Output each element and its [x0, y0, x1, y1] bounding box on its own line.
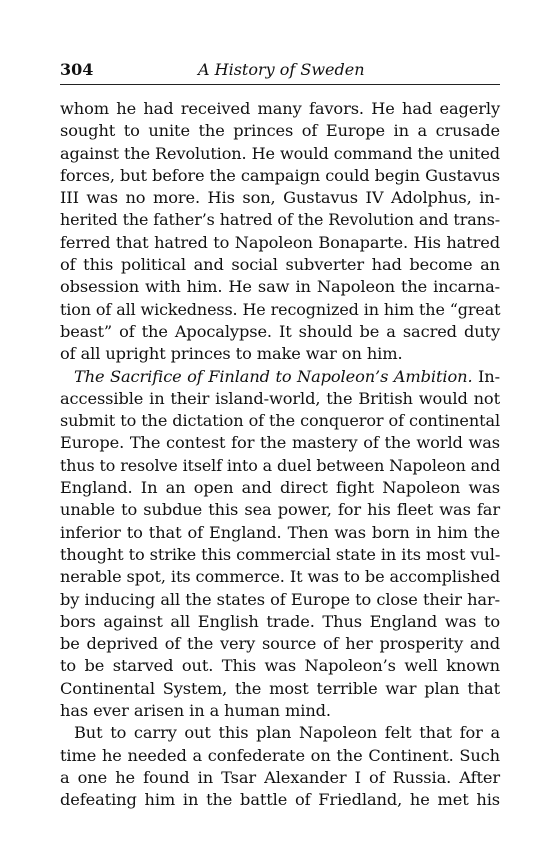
text-line: forces, but before the campaign could begin Gustavus: [60, 165, 500, 185]
text-line: of this political and social subverter had become an: [60, 255, 500, 275]
text-line: whom he had received many favors. He had eagerly: [60, 99, 500, 118]
text-line: has ever arisen in a human mind.: [60, 701, 331, 721]
text-line: submit to the dictation of the conqueror of continental: [60, 411, 500, 431]
text-line: be deprived of the very source of her prosperity and: [60, 634, 500, 654]
text-line: Europe. The contest for the mastery of the world was: [60, 433, 500, 453]
text-line: of all upright princes to make war on him.: [60, 344, 403, 364]
text-line: inferior to that of England. Then was born in him the: [60, 522, 500, 542]
text-line: by inducing all the states of Europe to close their har-: [60, 589, 500, 609]
text-line: time he needed a confederate on the Continent. Such: [60, 745, 500, 765]
text-line: thought to strike this commercial state in its most vul-: [60, 544, 501, 564]
body-text: [60, 98, 500, 812]
text-line: against the Revolution. He would command the united: [60, 143, 500, 163]
text-line: thus to resolve itself into a duel between Napoleon and: [60, 455, 501, 475]
page-header: [60, 58, 500, 85]
text-line: III was no more. His son, Gustavus IV Adolphus, in-: [60, 188, 500, 208]
text-line: herited the father’s hatred of the Revolution and trans-: [60, 210, 501, 230]
text-line: to be starved out. This was Napoleon’s well known: [60, 656, 500, 676]
section-heading: The Sacrifice of Finland to Napoleon’s Ambition.: [74, 366, 473, 386]
text-line: tion of all wickedness. He recognized in him the “great: [60, 299, 501, 319]
page-number: 304: [60, 60, 94, 79]
text-line: defeating him in the battle of Friedland, he met his: [60, 790, 500, 810]
text-line: beast” of the Apocalypse. It should be a sacred duty: [60, 321, 500, 341]
text-line: [60, 366, 500, 388]
text-line: sought to unite the princes of Europe in a crusade: [60, 121, 500, 141]
text-line: unable to subdue this sea power, for his fleet was far: [60, 500, 500, 520]
text-line: Continental System, the most terrible war plan that: [60, 678, 500, 698]
text-line: obsession with him. He saw in Napoleon the incarna-: [60, 277, 500, 297]
paragraph: [60, 366, 500, 723]
paragraph: [60, 722, 500, 811]
text-fragment: In-: [472, 366, 500, 386]
text-line: ferred that hatred to Napoleon Bonaparte. His hatred: [60, 232, 500, 252]
text-line: England. In an open and direct fight Napoleon was: [60, 478, 500, 498]
text-line: nerable spot, its commerce. It was to be accomplished: [60, 567, 501, 587]
running-title: A History of Sweden: [198, 60, 365, 79]
text-line: bors against all English trade. Thus England was to: [60, 611, 500, 631]
text-line: a one he found in Tsar Alexander I of Russia. After: [60, 767, 500, 787]
text-line: But to carry out this plan Napoleon felt that for a: [74, 723, 500, 743]
text-line: accessible in their island-world, the British would not: [60, 388, 500, 408]
paragraph: [60, 98, 500, 366]
